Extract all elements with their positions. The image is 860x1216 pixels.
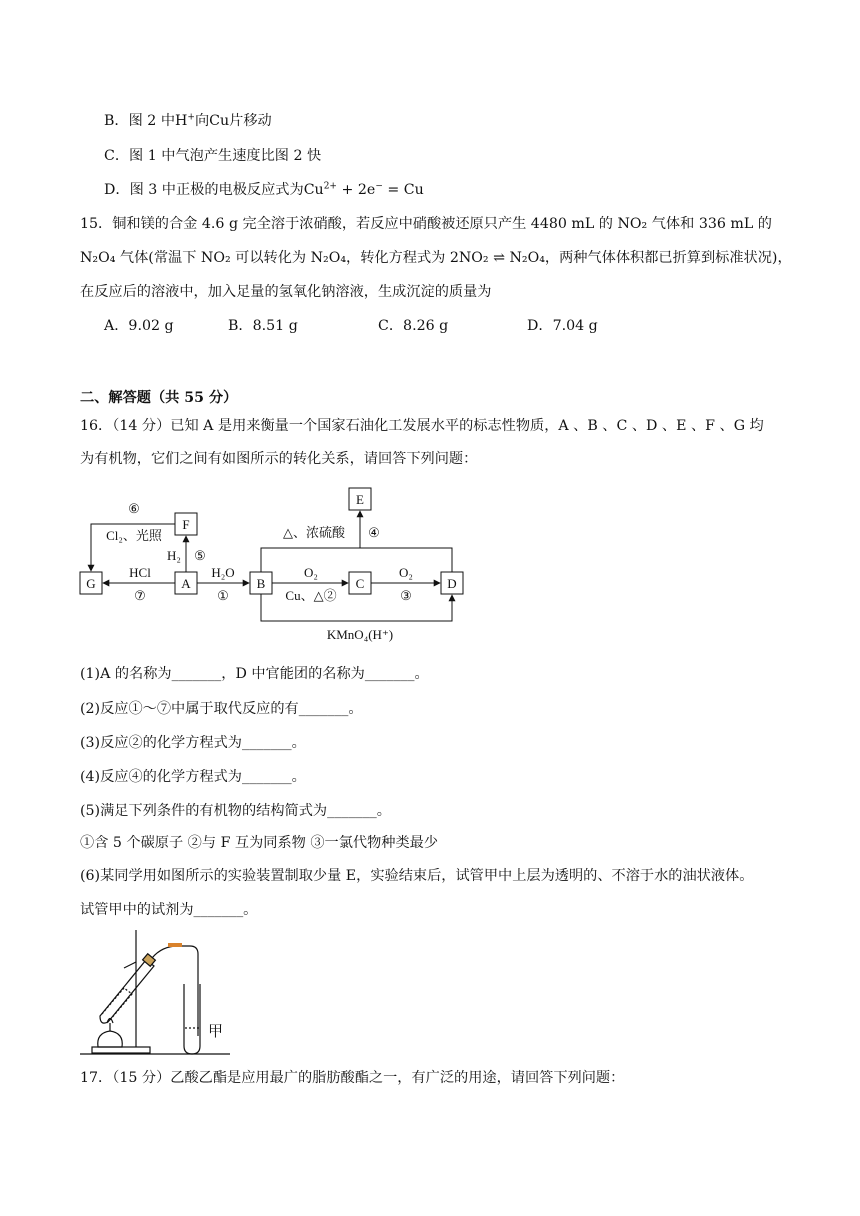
- label-e: E: [356, 492, 364, 507]
- apparatus-diagram: [78, 928, 238, 1056]
- h-ion: H: [175, 113, 188, 129]
- num-5: ⑤: [194, 548, 206, 563]
- q16-line-2: 为有机物，它们之间有如图所示的转化关系，请回答下列问题：: [80, 451, 478, 467]
- tube-label: 甲: [208, 1022, 224, 1040]
- label-f: F: [182, 517, 190, 532]
- q14-option-d: [104, 180, 424, 200]
- num-3: ③: [400, 588, 412, 603]
- cond-cu-heat: Cu、△②: [285, 588, 337, 603]
- q17-line-1: 17．（15 分）乙酸乙酯是应用最广的脂肪酸酯之一，有广泛的用途，请回答下列问题：: [80, 1070, 625, 1086]
- label-d: D: [447, 576, 457, 591]
- q15-option-a: A．9.02 g: [104, 318, 174, 334]
- cond-o2-b: O₂: [399, 565, 413, 580]
- h-ion-charge: +: [187, 112, 195, 123]
- q14-option-b-text2: 向: [194, 113, 210, 129]
- q15-line-1: 15．铜和镁的合金 4.6 g 完全溶于浓硝酸，若反应中硝酸被还原只产生 4480 mL 的 NO₂ 气体和 336 mL 的: [80, 216, 772, 232]
- label-a: A: [181, 576, 191, 591]
- stand-base: [92, 1047, 150, 1053]
- q14-option-b-end: 片移动: [229, 113, 272, 129]
- reaction-tube: [100, 960, 154, 1023]
- cu-ion-charge: 2+: [323, 181, 337, 192]
- section-heading: 二、解答题（共 55 分）: [80, 390, 238, 406]
- reaction-liquid: [102, 988, 132, 1020]
- cu-ion: Cu: [303, 182, 324, 198]
- alcohol-lamp: [98, 1031, 123, 1047]
- q16-sub-4: (4)反应④的化学方程式为_______。: [80, 769, 306, 785]
- cond-h2: H₂: [167, 548, 181, 563]
- num-4: ④: [368, 525, 380, 540]
- label-c: C: [355, 576, 365, 591]
- cu-text: Cu: [209, 113, 230, 129]
- q15-option-d: D．7.04 g: [527, 318, 598, 334]
- product-cu: = Cu: [382, 182, 424, 198]
- num-6: ⑥: [128, 501, 140, 516]
- cond-kmno4: KMnO₄(H⁺): [326, 627, 394, 642]
- cond-hcl: HCl: [129, 565, 151, 580]
- q14-option-d-text: D．图 3 中正极的电极反应式为: [104, 182, 304, 198]
- label-b: B: [256, 576, 266, 591]
- q15-line-3: 在反应后的溶液中，加入足量的氢氧化钠溶液，生成沉淀的质量为: [80, 284, 492, 300]
- q16-line-1: 16．（14 分）已知 A 是用来衡量一个国家石油化工发展水平的标志性物质，A 、B 、C 、D 、E 、F 、G 均: [80, 418, 764, 434]
- q16-sub-6-line-2: 试管甲中的试剂为_______。: [80, 902, 258, 918]
- electron-charge: −: [375, 181, 383, 192]
- num-1: ①: [217, 588, 229, 603]
- cond-h2o: H₂O: [211, 565, 235, 580]
- bracket-b-d-top: [261, 548, 452, 572]
- q16-sub-6-line-1: (6)某同学用如图所示的实验装置制取少量 E，实验结束后，试管甲中上层为透明的、不溶于水的油状液体。: [80, 868, 754, 884]
- q16-sub-5: (5)满足下列条件的有机物的结构简式为_______。: [80, 803, 391, 819]
- cond-heat-acid: △、浓硫酸: [283, 525, 345, 540]
- cond-o2-a: O₂: [304, 565, 318, 580]
- electrons: + 2e: [336, 182, 376, 198]
- delivery-tube: [152, 946, 198, 1036]
- q14-option-c: C．图 1 中气泡产生速度比图 2 快: [104, 148, 322, 164]
- q15-option-c: C．8.26 g: [378, 318, 449, 334]
- q15-line-2: N₂O₄ 气体(常温下 NO₂ 可以转化为 N₂O₄，转化方程式为 2NO₂ ⇌ N₂O₄，两种气体体积都已折算到标准状况)，: [80, 250, 792, 266]
- q16-sub-3: (3)反应②的化学方程式为_______。: [80, 735, 306, 751]
- q16-sub-5-conditions: ①含 5 个碳原子 ②与 F 互为同系物 ③一氯代物种类最少: [80, 835, 439, 851]
- q16-sub-2: (2)反应①～⑦中属于取代反应的有_______。: [80, 701, 363, 717]
- num-7: ⑦: [134, 588, 146, 603]
- q16-sub-1: (1)A 的名称为_______，D 中官能团的名称为_______。: [80, 666, 429, 682]
- reaction-diagram: [74, 487, 474, 647]
- q14-option-b: [104, 111, 272, 131]
- cond-cl2-light: Cl₂、光照: [106, 528, 162, 543]
- q15-option-b: B．8.51 g: [228, 318, 298, 334]
- label-g: G: [86, 576, 96, 591]
- clamp-arm: [124, 962, 136, 968]
- q14-option-b-text: B．图 2 中: [104, 113, 176, 129]
